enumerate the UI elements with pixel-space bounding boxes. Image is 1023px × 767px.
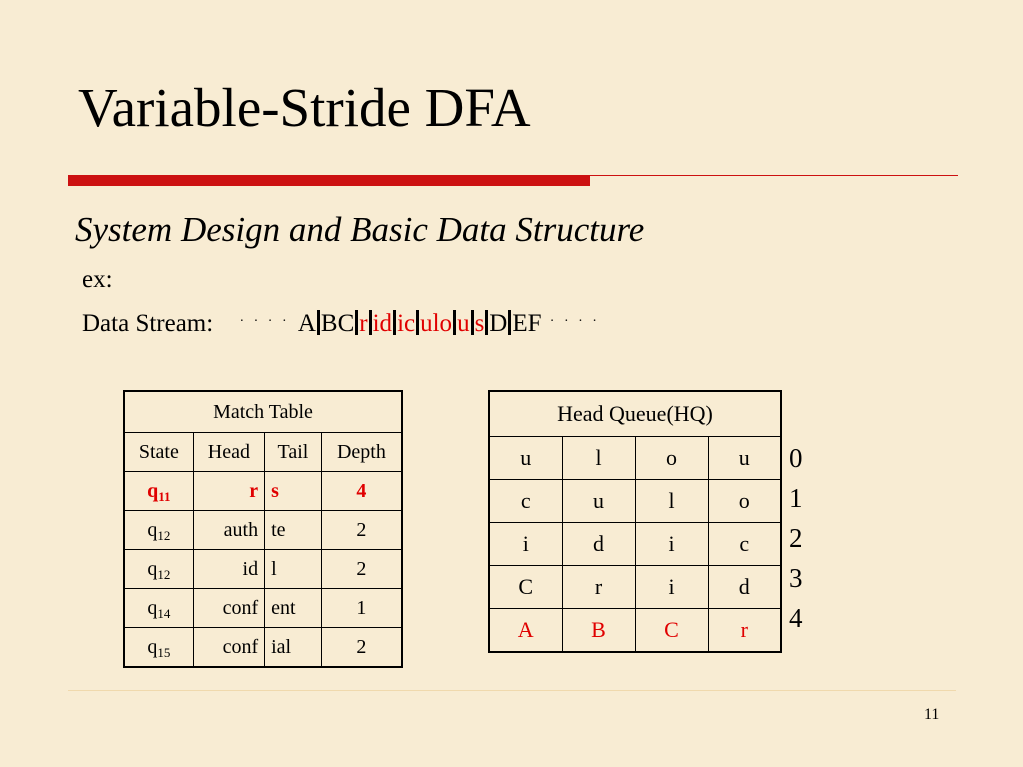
head-queue-row-indices (789, 438, 803, 638)
title-rule-thin (590, 175, 958, 176)
match-cell-state: $q_{15}$ (124, 628, 193, 668)
head-queue-row-index: 2 (789, 523, 803, 553)
head-queue-cell: d (562, 523, 635, 566)
stream-segment: D (489, 310, 508, 337)
stream-segments (298, 310, 542, 338)
match-table-row (124, 511, 402, 550)
slide-title: Variable-Stride DFA (78, 77, 531, 138)
match-cell-head: conf (193, 589, 264, 628)
head-queue-cell: c (708, 523, 781, 566)
head-queue-table (488, 390, 782, 653)
match-cell-state: $q_{12}$ (124, 511, 193, 550)
match-table-row (124, 550, 402, 589)
stream-segment: ulo (420, 310, 453, 337)
match-cell-depth: 2 (321, 550, 402, 589)
stream-segment: BC (320, 310, 355, 337)
head-queue-caption: Head Queue(HQ) (489, 391, 781, 437)
match-table-caption: Match Table (124, 391, 402, 433)
match-header-tail: Tail (265, 433, 322, 472)
data-stream-label: Data Stream: (82, 310, 214, 337)
match-cell-head: auth (193, 511, 264, 550)
match-cell-tail: ent (265, 589, 322, 628)
title-rule-thick (68, 175, 590, 186)
stream-separator (453, 310, 456, 335)
stream-separator (369, 310, 372, 335)
head-queue-cell: u (708, 437, 781, 480)
stream-segment: s (474, 310, 485, 337)
match-header-head: Head (193, 433, 264, 472)
stream-segment: A (297, 310, 316, 337)
match-cell-depth: 1 (321, 589, 402, 628)
match-cell-depth: 2 (321, 511, 402, 550)
stream-separator (393, 310, 396, 335)
match-cell-tail: l (265, 550, 322, 589)
match-table-header-row (124, 433, 402, 472)
page-number: 11 (924, 706, 940, 723)
stream-separator (416, 310, 419, 335)
head-queue-row-index: 4 (789, 603, 803, 633)
match-table-row (124, 589, 402, 628)
head-queue-cell: d (708, 566, 781, 609)
head-queue-cell: B (562, 609, 635, 653)
stream-separator (471, 310, 474, 335)
head-queue-cell: A (489, 609, 562, 653)
head-queue-cell: C (635, 609, 708, 653)
match-table (123, 390, 403, 668)
example-label: ex: (82, 266, 113, 293)
head-queue-row-index: 3 (789, 563, 803, 593)
match-cell-state: $q_{12}$ (124, 550, 193, 589)
match-cell-depth: 2 (321, 628, 402, 668)
head-queue-cell: C (489, 566, 562, 609)
stream-segment: ic (397, 310, 416, 337)
match-cell-tail: te (265, 511, 322, 550)
match-cell-state: $q_{14}$ (124, 589, 193, 628)
stream-separator (508, 310, 511, 335)
stream-segment: r (359, 310, 368, 337)
head-queue-cell: r (708, 609, 781, 653)
slide-subtitle: System Design and Basic Data Structure (75, 210, 645, 249)
head-queue-row (489, 609, 781, 653)
match-cell-state: $q_{11}$ (124, 472, 193, 511)
stream-segment: u (457, 310, 470, 337)
head-queue-row (489, 437, 781, 480)
head-queue-cell: i (635, 566, 708, 609)
head-queue-cell: i (635, 523, 708, 566)
stream-separator (485, 310, 488, 335)
footer-rule (68, 690, 956, 691)
match-cell-tail: s (265, 472, 322, 511)
match-header-state: State (124, 433, 193, 472)
head-queue-row (489, 523, 781, 566)
stream-separator (355, 310, 358, 335)
match-cell-head: id (193, 550, 264, 589)
head-queue-cell: i (489, 523, 562, 566)
head-queue-cell: l (562, 437, 635, 480)
head-queue-row-index: 0 (789, 443, 803, 473)
match-table-row (124, 472, 402, 511)
stream-separator (317, 310, 320, 335)
head-queue-cell: l (635, 480, 708, 523)
head-queue-cell: u (562, 480, 635, 523)
match-cell-depth: 4 (321, 472, 402, 511)
head-queue-cell: o (635, 437, 708, 480)
head-queue-cell: u (489, 437, 562, 480)
stream-segment: id (372, 310, 393, 337)
head-queue-row-index: 1 (789, 483, 803, 513)
match-cell-tail: ial (265, 628, 322, 668)
stream-trailing-dots: · · · · (549, 314, 600, 329)
stream-leading-dots: · · · · (239, 314, 290, 329)
head-queue-cell: r (562, 566, 635, 609)
data-stream-line (82, 310, 600, 338)
head-queue-cell: o (708, 480, 781, 523)
stream-segment: EF (512, 310, 542, 337)
match-cell-head: r (193, 472, 264, 511)
head-queue-cell: c (489, 480, 562, 523)
head-queue-row (489, 480, 781, 523)
match-cell-head: conf (193, 628, 264, 668)
match-table-row (124, 628, 402, 668)
match-header-depth: Depth (321, 433, 402, 472)
head-queue-row (489, 566, 781, 609)
